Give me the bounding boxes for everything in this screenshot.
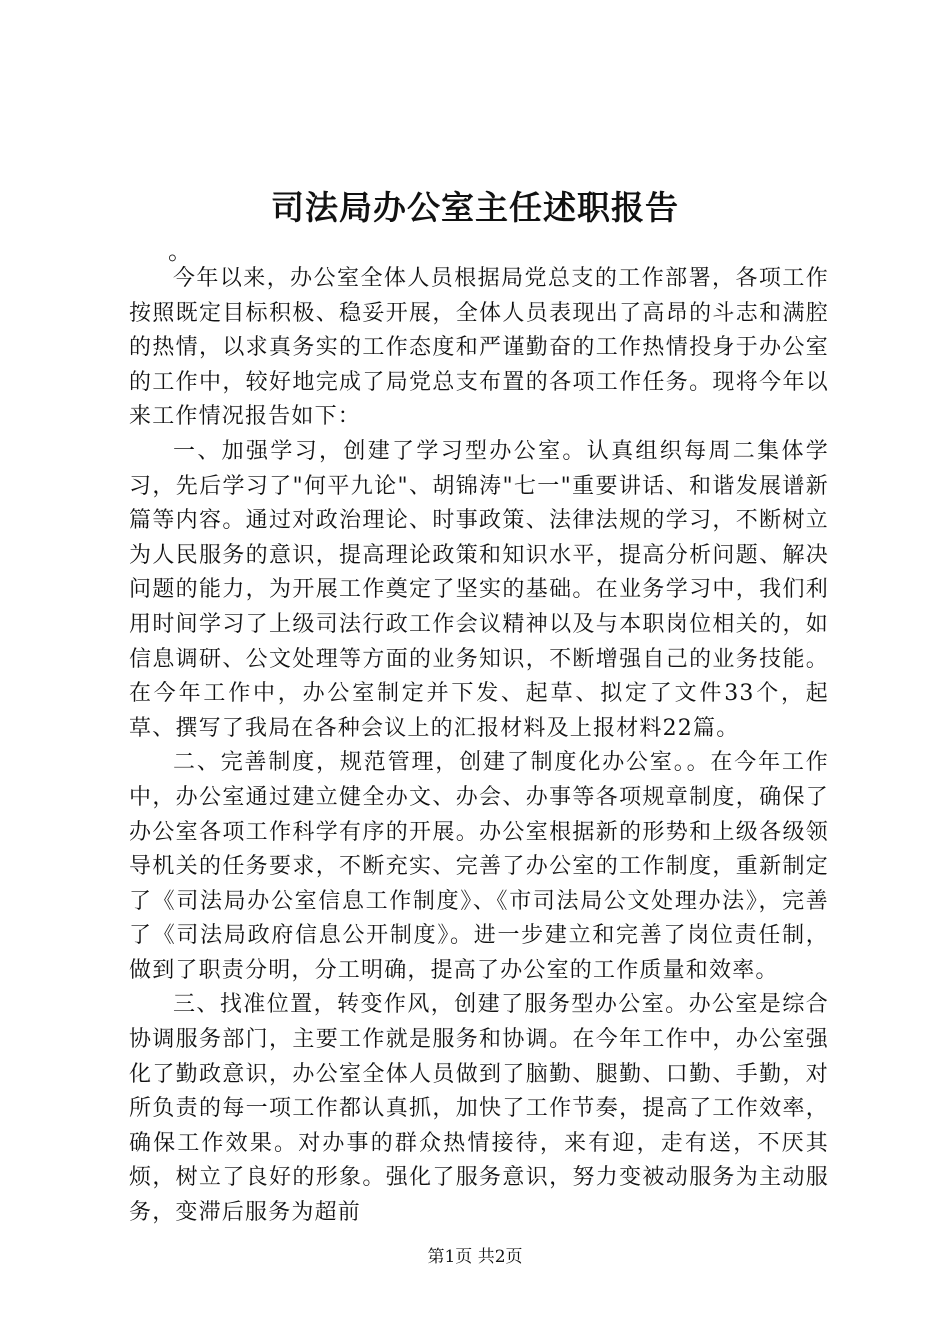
document-title: 司法局办公室主任述职报告: [271, 188, 679, 227]
paragraph-section-3: 三、找准位置，转变作风，创建了服务型办公室。办公室是综合协调服务部门，主要工作就是服务和协调。在今年工作中，办公室强化了勤政意识，办公室全体人员做到了脑勤、腿勤、口勤、手勤，对所负责的每一项工作都认真抓，加快了工作节奏，提高了工作效率，确保工作效果。对办事的群众热情接待，来有迎，走有送，不厌其烦，树立了良好的形象。强化了服务意识，努力变被动服务为主动服务，变滞后服务为超前: [129, 992, 829, 1226]
paragraph-intro: 今年以来，办公室全体人员根据局党总支的工作部署，各项工作按照既定目标积极、稳妥开展，全体人员表现出了高昂的斗志和满腔的热情，以求真务实的工作态度和严谨勤奋的工作热情投身于办公室的工作中，较好地完成了局党总支布置的各项工作任务。现将今年以来工作情况报告如下：: [129, 266, 829, 430]
document-body: [129, 262, 829, 1231]
paragraph-section-2: 二、完善制度，规范管理，创建了制度化办公室。。在今年工作中，办公室通过建立健全办文、办会、办事等各项规章制度，确保了办公室各项工作科学有序的开展。办公室根据新的形势和上级各级领导机关的任务要求，不断充实、完善了办公室的工作制度，重新制定了《司法局办公室信息工作制度》、《市司法局公文处理办法》，完善了《司法局政府信息公开制度》。进一步建立和完善了岗位责任制，做到了职责分明，分工明确，提高了办公室的工作质量和效率。: [129, 750, 829, 983]
lead-mark: 。: [168, 237, 192, 265]
page-number-footer: 第1页 共2页: [427, 1247, 523, 1267]
paragraph-section-1: 一、加强学习，创建了学习型办公室。认真组织每周二集体学习，先后学习了"何平九论"、胡锦涛"七一"重要讲话、和谐发展谱新篇等内容。通过对政治理论、时事政策、法律法规的学习，不断树立为人民服务的意识，提高理论政策和知识水平，提高分析问题、解决问题的能力，为开展工作奠定了坚实的基础。在业务学习中，我们利用时间学习了上级司法行政工作会议精神以及与本职岗位相关的，如信息调研、公文处理等方面的业务知识，不断增强自己的业务技能。在今年工作中，办公室制定并下发、起草、拟定了文件33个，起草、撰写了我局在各种会议上的汇报材料及上报材料22篇。: [129, 438, 829, 741]
